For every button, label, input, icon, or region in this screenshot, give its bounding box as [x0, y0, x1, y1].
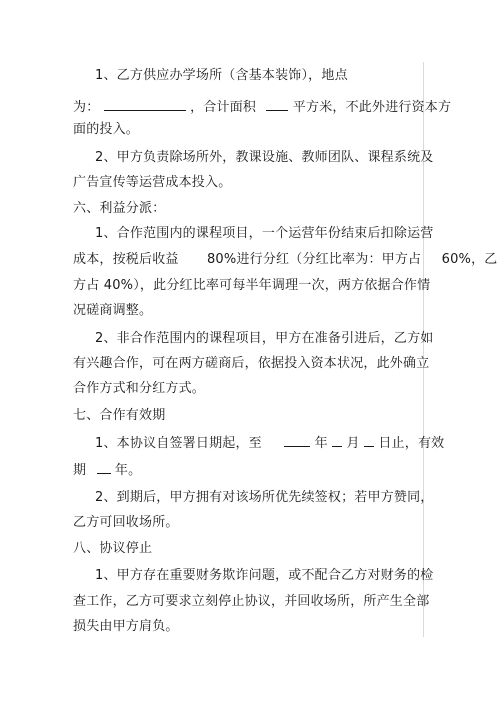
section-heading-text: 六、利益分派：: [73, 201, 166, 216]
clause-text: 有兴趣合作，可在两方磋商后，依据投入资本状况，此外确立: [73, 356, 430, 371]
fill-in-blank-location[interactable]: [104, 98, 186, 111]
clause-5-1-line-1: [95, 67, 348, 85]
clause-text: 面的投入。: [73, 122, 140, 137]
clause-text: 1、本协议自签署日期起，至: [95, 436, 262, 451]
clause-6-2-line-2: [73, 355, 429, 373]
clause-5-1-line-2: [73, 98, 451, 117]
fill-in-blank-year[interactable]: [284, 434, 310, 447]
clause-text: 年: [314, 436, 328, 451]
clause-7-2-line-2: [73, 514, 179, 532]
clause-text: 期: [73, 463, 87, 478]
section-6-heading: [73, 200, 165, 218]
clause-8-1-line-2: [73, 593, 429, 611]
clause-text: 2、甲方负责除场所外，教课设施、教师团队、课程系统及: [95, 150, 434, 165]
clause-7-1-line-2: [73, 461, 141, 480]
clause-text: 乙方可回收场所。: [73, 515, 179, 530]
clause-text: 60%，乙: [441, 252, 498, 267]
section-7-heading: [73, 407, 165, 425]
clause-6-2-line-1: [95, 330, 433, 348]
clause-text: 月: [346, 436, 360, 451]
clause-5-2-line-1: [95, 149, 433, 167]
section-8-heading: [73, 540, 152, 558]
clause-text: 年。: [114, 463, 142, 478]
clause-text: 查工作，乙方可要求立刻停止协议，并回收场所，所产生全部: [73, 594, 430, 609]
clause-7-1-line-1: [95, 434, 444, 453]
clause-text: 损失由甲方肩负。: [73, 619, 179, 634]
clause-5-1-line-3: [73, 121, 139, 139]
clause-text: 广告宣传等运营成本投入。: [73, 175, 232, 190]
clause-text: 1、合作范围内的课程项目，一个运营年份结束后扣除运营: [95, 226, 434, 241]
section-heading-text: 七、合作有效期: [73, 408, 166, 423]
clause-text: 方占 40%），此分红比率可每半年调理一次，两方依据合作情: [73, 278, 431, 293]
clause-text: 成本，按税后收益: [73, 252, 179, 267]
clause-text: ，合计面积: [190, 100, 257, 115]
section-heading-text: 八、协议停止: [73, 541, 153, 556]
clause-text: 合作方式和分红方式。: [73, 381, 206, 396]
clause-6-1-line-4: [73, 302, 152, 320]
clause-text: 平方米，不此外进行资本方: [292, 100, 452, 115]
clause-5-2-line-2: [73, 174, 231, 192]
clause-text: 为：: [73, 100, 100, 115]
clause-8-1-line-1: [95, 567, 433, 585]
clause-text: 1、甲方存在重要财务欺诈问题，或不配合乙方对财务的检: [95, 568, 434, 583]
clause-text: 80%进行分红（分红比率为：甲方占: [206, 252, 422, 267]
clause-6-1-line-2: [73, 251, 498, 269]
clause-6-1-line-3: [73, 277, 430, 295]
fill-in-blank-area[interactable]: [266, 98, 288, 111]
fill-in-blank-day[interactable]: [364, 434, 374, 447]
fill-in-blank-month[interactable]: [332, 434, 342, 447]
clause-8-1-line-3: [73, 618, 179, 636]
clause-text: 2、到期后，甲方拥有对该场所优先续签权；若甲方赞同，: [95, 490, 434, 505]
clause-7-2-line-1: [95, 489, 433, 507]
clause-6-2-line-3: [73, 380, 205, 398]
clause-text: 2、非合作范围内的课程项目，甲方在准备引进后，乙方如: [95, 331, 434, 346]
clause-6-1-line-1: [95, 225, 433, 243]
clause-text: 况磋商调整。: [73, 303, 153, 318]
clause-text: 日止，有效: [378, 436, 445, 451]
fill-in-blank-term-years[interactable]: [97, 461, 111, 474]
clause-text: 1、乙方供应办学场所（含基本装饰），地点: [95, 68, 348, 83]
